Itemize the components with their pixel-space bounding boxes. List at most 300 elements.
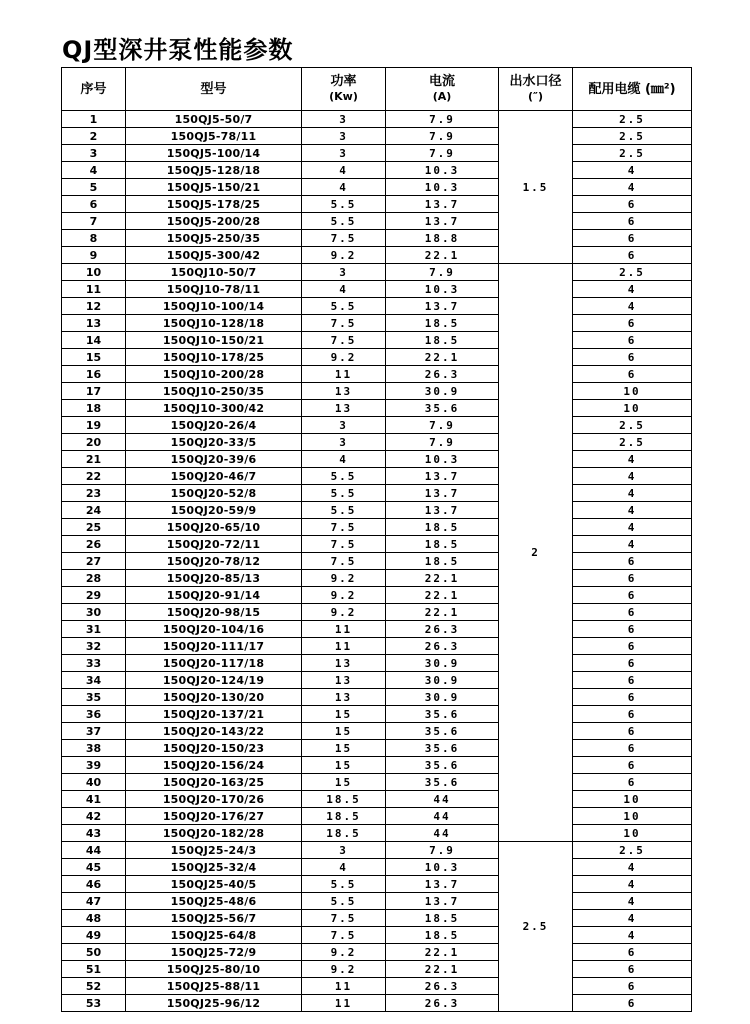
row-cable: 4 bbox=[573, 536, 692, 553]
row-cable: 4 bbox=[573, 468, 692, 485]
row-model: 150QJ20-182/28 bbox=[126, 825, 302, 842]
outlet-diameter-cell: 2 bbox=[499, 264, 573, 842]
table-row bbox=[62, 315, 692, 332]
row-index: 31 bbox=[62, 621, 126, 638]
table-row bbox=[62, 298, 692, 315]
row-current: 7.9 bbox=[386, 417, 499, 434]
row-index: 21 bbox=[62, 451, 126, 468]
row-cable: 4 bbox=[573, 162, 692, 179]
header-index: 序号 bbox=[62, 68, 126, 111]
row-power: 15 bbox=[302, 757, 386, 774]
row-model: 150QJ25-64/8 bbox=[126, 927, 302, 944]
row-current: 13.7 bbox=[386, 298, 499, 315]
row-cable: 6 bbox=[573, 740, 692, 757]
row-current: 30.9 bbox=[386, 689, 499, 706]
row-cable: 6 bbox=[573, 689, 692, 706]
row-index: 47 bbox=[62, 893, 126, 910]
row-index: 53 bbox=[62, 995, 126, 1012]
row-power: 13 bbox=[302, 400, 386, 417]
row-current: 13.7 bbox=[386, 213, 499, 230]
row-index: 20 bbox=[62, 434, 126, 451]
row-index: 48 bbox=[62, 910, 126, 927]
row-power: 9.2 bbox=[302, 587, 386, 604]
row-index: 30 bbox=[62, 604, 126, 621]
row-model: 150QJ5-100/14 bbox=[126, 145, 302, 162]
row-model: 150QJ20-176/27 bbox=[126, 808, 302, 825]
row-model: 150QJ20-46/7 bbox=[126, 468, 302, 485]
row-cable: 4 bbox=[573, 451, 692, 468]
row-current: 35.6 bbox=[386, 706, 499, 723]
row-model: 150QJ25-24/3 bbox=[126, 842, 302, 859]
row-cable: 4 bbox=[573, 910, 692, 927]
table-row bbox=[62, 111, 692, 128]
row-power: 5.5 bbox=[302, 502, 386, 519]
row-power: 9.2 bbox=[302, 570, 386, 587]
row-model: 150QJ20-91/14 bbox=[126, 587, 302, 604]
table-row bbox=[62, 281, 692, 298]
row-power: 4 bbox=[302, 162, 386, 179]
row-cable: 2.5 bbox=[573, 434, 692, 451]
row-cable: 6 bbox=[573, 723, 692, 740]
row-cable: 2.5 bbox=[573, 111, 692, 128]
row-index: 9 bbox=[62, 247, 126, 264]
row-current: 18.5 bbox=[386, 536, 499, 553]
row-cable: 6 bbox=[573, 757, 692, 774]
table-row bbox=[62, 672, 692, 689]
row-current: 7.9 bbox=[386, 145, 499, 162]
row-power: 13 bbox=[302, 689, 386, 706]
row-index: 44 bbox=[62, 842, 126, 859]
table-row bbox=[62, 332, 692, 349]
row-current: 22.1 bbox=[386, 349, 499, 366]
row-index: 11 bbox=[62, 281, 126, 298]
row-index: 51 bbox=[62, 961, 126, 978]
row-cable: 6 bbox=[573, 247, 692, 264]
row-model: 150QJ10-150/21 bbox=[126, 332, 302, 349]
row-model: 150QJ20-104/16 bbox=[126, 621, 302, 638]
row-current: 22.1 bbox=[386, 570, 499, 587]
table-row bbox=[62, 638, 692, 655]
row-cable: 6 bbox=[573, 604, 692, 621]
row-index: 39 bbox=[62, 757, 126, 774]
header-model: 型号 bbox=[126, 68, 302, 111]
row-cable: 2.5 bbox=[573, 128, 692, 145]
row-index: 1 bbox=[62, 111, 126, 128]
table-row bbox=[62, 468, 692, 485]
row-index: 16 bbox=[62, 366, 126, 383]
table-row bbox=[62, 689, 692, 706]
header-current-label: 电流 bbox=[428, 74, 455, 89]
row-index: 8 bbox=[62, 230, 126, 247]
row-current: 22.1 bbox=[386, 604, 499, 621]
table-row bbox=[62, 808, 692, 825]
row-model: 150QJ25-56/7 bbox=[126, 910, 302, 927]
row-power: 15 bbox=[302, 774, 386, 791]
row-index: 41 bbox=[62, 791, 126, 808]
row-cable: 6 bbox=[573, 587, 692, 604]
row-index: 32 bbox=[62, 638, 126, 655]
row-cable: 10 bbox=[573, 791, 692, 808]
table-row bbox=[62, 927, 692, 944]
row-index: 34 bbox=[62, 672, 126, 689]
row-index: 26 bbox=[62, 536, 126, 553]
row-index: 2 bbox=[62, 128, 126, 145]
row-current: 44 bbox=[386, 808, 499, 825]
row-current: 30.9 bbox=[386, 383, 499, 400]
row-current: 13.7 bbox=[386, 196, 499, 213]
row-index: 35 bbox=[62, 689, 126, 706]
row-cable: 6 bbox=[573, 570, 692, 587]
row-cable: 10 bbox=[573, 383, 692, 400]
row-index: 3 bbox=[62, 145, 126, 162]
row-power: 9.2 bbox=[302, 944, 386, 961]
row-cable: 10 bbox=[573, 400, 692, 417]
row-index: 19 bbox=[62, 417, 126, 434]
row-current: 35.6 bbox=[386, 757, 499, 774]
row-power: 5.5 bbox=[302, 485, 386, 502]
header-power-label: 功率 bbox=[330, 74, 357, 89]
table-row bbox=[62, 757, 692, 774]
row-model: 150QJ20-163/25 bbox=[126, 774, 302, 791]
row-cable: 6 bbox=[573, 638, 692, 655]
row-current: 13.7 bbox=[386, 468, 499, 485]
row-cable: 6 bbox=[573, 672, 692, 689]
row-index: 5 bbox=[62, 179, 126, 196]
row-current: 35.6 bbox=[386, 400, 499, 417]
row-model: 150QJ20-143/22 bbox=[126, 723, 302, 740]
row-index: 10 bbox=[62, 264, 126, 281]
row-cable: 6 bbox=[573, 944, 692, 961]
table-header-row bbox=[62, 68, 692, 111]
row-cable: 4 bbox=[573, 502, 692, 519]
row-current: 10.3 bbox=[386, 162, 499, 179]
row-index: 37 bbox=[62, 723, 126, 740]
row-current: 44 bbox=[386, 825, 499, 842]
row-cable: 6 bbox=[573, 706, 692, 723]
row-model: 150QJ25-80/10 bbox=[126, 961, 302, 978]
row-model: 150QJ25-72/9 bbox=[126, 944, 302, 961]
row-current: 18.8 bbox=[386, 230, 499, 247]
row-model: 150QJ5-128/18 bbox=[126, 162, 302, 179]
header-cable: 配用电缆 (㎜²) bbox=[573, 68, 692, 111]
table-row bbox=[62, 910, 692, 927]
row-current: 10.3 bbox=[386, 859, 499, 876]
row-current: 10.3 bbox=[386, 451, 499, 468]
row-model: 150QJ20-117/18 bbox=[126, 655, 302, 672]
table-row bbox=[62, 978, 692, 995]
row-power: 11 bbox=[302, 995, 386, 1012]
row-current: 10.3 bbox=[386, 179, 499, 196]
row-index: 24 bbox=[62, 502, 126, 519]
row-power: 4 bbox=[302, 859, 386, 876]
header-outlet-label: 出水口径 bbox=[509, 74, 562, 89]
table-row bbox=[62, 383, 692, 400]
row-current: 26.3 bbox=[386, 366, 499, 383]
table-row bbox=[62, 740, 692, 757]
row-cable: 10 bbox=[573, 825, 692, 842]
page-title: QJ型深井泵性能参数 bbox=[62, 36, 294, 64]
header-outlet-unit: (″) bbox=[528, 90, 543, 103]
row-model: 150QJ5-178/25 bbox=[126, 196, 302, 213]
table-row bbox=[62, 230, 692, 247]
row-model: 150QJ20-78/12 bbox=[126, 553, 302, 570]
row-model: 150QJ10-178/25 bbox=[126, 349, 302, 366]
row-index: 29 bbox=[62, 587, 126, 604]
table-row bbox=[62, 706, 692, 723]
row-power: 4 bbox=[302, 281, 386, 298]
row-power: 3 bbox=[302, 145, 386, 162]
row-current: 13.7 bbox=[386, 485, 499, 502]
row-cable: 6 bbox=[573, 230, 692, 247]
row-index: 13 bbox=[62, 315, 126, 332]
row-current: 18.5 bbox=[386, 927, 499, 944]
pump-spec-table bbox=[61, 67, 692, 1012]
row-model: 150QJ10-78/11 bbox=[126, 281, 302, 298]
row-current: 26.3 bbox=[386, 638, 499, 655]
row-model: 150QJ10-128/18 bbox=[126, 315, 302, 332]
table-row bbox=[62, 349, 692, 366]
table-row bbox=[62, 451, 692, 468]
table-row bbox=[62, 213, 692, 230]
row-power: 13 bbox=[302, 672, 386, 689]
row-cable: 6 bbox=[573, 655, 692, 672]
row-current: 35.6 bbox=[386, 723, 499, 740]
row-power: 3 bbox=[302, 264, 386, 281]
row-current: 7.9 bbox=[386, 842, 499, 859]
row-power: 5.5 bbox=[302, 468, 386, 485]
row-power: 7.5 bbox=[302, 230, 386, 247]
table-row bbox=[62, 876, 692, 893]
table-row bbox=[62, 961, 692, 978]
row-current: 26.3 bbox=[386, 621, 499, 638]
row-power: 7.5 bbox=[302, 519, 386, 536]
row-cable: 10 bbox=[573, 808, 692, 825]
row-index: 12 bbox=[62, 298, 126, 315]
row-power: 7.5 bbox=[302, 332, 386, 349]
row-model: 150QJ10-250/35 bbox=[126, 383, 302, 400]
row-power: 5.5 bbox=[302, 876, 386, 893]
table-row bbox=[62, 655, 692, 672]
row-power: 5.5 bbox=[302, 213, 386, 230]
row-index: 4 bbox=[62, 162, 126, 179]
row-cable: 4 bbox=[573, 859, 692, 876]
table-row bbox=[62, 179, 692, 196]
row-power: 18.5 bbox=[302, 808, 386, 825]
row-power: 18.5 bbox=[302, 791, 386, 808]
row-cable: 6 bbox=[573, 621, 692, 638]
row-power: 5.5 bbox=[302, 893, 386, 910]
row-model: 150QJ25-32/4 bbox=[126, 859, 302, 876]
row-current: 35.6 bbox=[386, 774, 499, 791]
table-row bbox=[62, 196, 692, 213]
row-current: 13.7 bbox=[386, 876, 499, 893]
row-model: 150QJ5-300/42 bbox=[126, 247, 302, 264]
outlet-diameter-cell: 1.5 bbox=[499, 111, 573, 264]
header-power-unit: (Kw) bbox=[329, 90, 358, 103]
row-model: 150QJ20-26/4 bbox=[126, 417, 302, 434]
table-row bbox=[62, 366, 692, 383]
row-cable: 6 bbox=[573, 978, 692, 995]
table-row bbox=[62, 145, 692, 162]
table-row bbox=[62, 519, 692, 536]
row-cable: 4 bbox=[573, 179, 692, 196]
row-model: 150QJ25-96/12 bbox=[126, 995, 302, 1012]
row-model: 150QJ5-200/28 bbox=[126, 213, 302, 230]
row-power: 3 bbox=[302, 111, 386, 128]
row-model: 150QJ20-137/21 bbox=[126, 706, 302, 723]
table-row bbox=[62, 570, 692, 587]
row-power: 3 bbox=[302, 128, 386, 145]
row-current: 18.5 bbox=[386, 315, 499, 332]
row-index: 23 bbox=[62, 485, 126, 502]
table-row bbox=[62, 859, 692, 876]
row-index: 40 bbox=[62, 774, 126, 791]
row-current: 22.1 bbox=[386, 587, 499, 604]
row-power: 11 bbox=[302, 366, 386, 383]
row-current: 22.1 bbox=[386, 961, 499, 978]
row-index: 49 bbox=[62, 927, 126, 944]
table-row bbox=[62, 434, 692, 451]
row-power: 5.5 bbox=[302, 196, 386, 213]
row-current: 18.5 bbox=[386, 553, 499, 570]
table-row bbox=[62, 723, 692, 740]
row-model: 150QJ10-300/42 bbox=[126, 400, 302, 417]
row-model: 150QJ5-78/11 bbox=[126, 128, 302, 145]
row-index: 14 bbox=[62, 332, 126, 349]
row-index: 25 bbox=[62, 519, 126, 536]
table-row bbox=[62, 417, 692, 434]
table-row bbox=[62, 791, 692, 808]
row-model: 150QJ20-59/9 bbox=[126, 502, 302, 519]
row-cable: 6 bbox=[573, 213, 692, 230]
row-current: 30.9 bbox=[386, 655, 499, 672]
row-cable: 6 bbox=[573, 553, 692, 570]
row-power: 11 bbox=[302, 978, 386, 995]
row-current: 18.5 bbox=[386, 519, 499, 536]
row-power: 13 bbox=[302, 383, 386, 400]
header-power bbox=[302, 68, 386, 111]
row-current: 22.1 bbox=[386, 247, 499, 264]
row-cable: 2.5 bbox=[573, 264, 692, 281]
table-row bbox=[62, 604, 692, 621]
row-model: 150QJ20-150/23 bbox=[126, 740, 302, 757]
row-index: 6 bbox=[62, 196, 126, 213]
row-power: 7.5 bbox=[302, 536, 386, 553]
row-current: 10.3 bbox=[386, 281, 499, 298]
row-model: 150QJ20-72/11 bbox=[126, 536, 302, 553]
header-current-unit: (A) bbox=[432, 90, 452, 103]
row-cable: 6 bbox=[573, 315, 692, 332]
row-model: 150QJ20-65/10 bbox=[126, 519, 302, 536]
row-current: 18.5 bbox=[386, 910, 499, 927]
row-power: 7.5 bbox=[302, 553, 386, 570]
row-current: 35.6 bbox=[386, 740, 499, 757]
row-model: 150QJ10-200/28 bbox=[126, 366, 302, 383]
row-cable: 4 bbox=[573, 876, 692, 893]
row-model: 150QJ20-39/6 bbox=[126, 451, 302, 468]
row-model: 150QJ20-98/15 bbox=[126, 604, 302, 621]
table-row bbox=[62, 502, 692, 519]
row-power: 11 bbox=[302, 638, 386, 655]
row-current: 44 bbox=[386, 791, 499, 808]
table-row bbox=[62, 400, 692, 417]
table-row bbox=[62, 944, 692, 961]
table-row bbox=[62, 485, 692, 502]
row-index: 38 bbox=[62, 740, 126, 757]
row-power: 7.5 bbox=[302, 315, 386, 332]
row-index: 36 bbox=[62, 706, 126, 723]
table-row bbox=[62, 825, 692, 842]
row-current: 13.7 bbox=[386, 502, 499, 519]
row-power: 13 bbox=[302, 655, 386, 672]
row-current: 22.1 bbox=[386, 944, 499, 961]
row-power: 7.5 bbox=[302, 927, 386, 944]
row-index: 27 bbox=[62, 553, 126, 570]
row-power: 9.2 bbox=[302, 349, 386, 366]
row-model: 150QJ20-170/26 bbox=[126, 791, 302, 808]
row-model: 150QJ20-156/24 bbox=[126, 757, 302, 774]
row-index: 15 bbox=[62, 349, 126, 366]
row-power: 15 bbox=[302, 723, 386, 740]
row-index: 46 bbox=[62, 876, 126, 893]
row-model: 150QJ20-130/20 bbox=[126, 689, 302, 706]
row-model: 150QJ25-40/5 bbox=[126, 876, 302, 893]
row-power: 3 bbox=[302, 417, 386, 434]
row-model: 150QJ5-50/7 bbox=[126, 111, 302, 128]
table-row bbox=[62, 995, 692, 1012]
row-cable: 4 bbox=[573, 893, 692, 910]
row-power: 18.5 bbox=[302, 825, 386, 842]
row-current: 26.3 bbox=[386, 978, 499, 995]
table-row bbox=[62, 247, 692, 264]
row-index: 45 bbox=[62, 859, 126, 876]
row-model: 150QJ20-85/13 bbox=[126, 570, 302, 587]
row-index: 7 bbox=[62, 213, 126, 230]
row-cable: 2.5 bbox=[573, 417, 692, 434]
table-row bbox=[62, 128, 692, 145]
row-model: 150QJ5-150/21 bbox=[126, 179, 302, 196]
row-index: 42 bbox=[62, 808, 126, 825]
row-index: 17 bbox=[62, 383, 126, 400]
row-cable: 6 bbox=[573, 196, 692, 213]
row-model: 150QJ25-88/11 bbox=[126, 978, 302, 995]
row-cable: 6 bbox=[573, 349, 692, 366]
row-current: 26.3 bbox=[386, 995, 499, 1012]
row-power: 9.2 bbox=[302, 247, 386, 264]
row-index: 18 bbox=[62, 400, 126, 417]
outlet-diameter-cell: 2.5 bbox=[499, 842, 573, 1012]
row-index: 52 bbox=[62, 978, 126, 995]
row-current: 7.9 bbox=[386, 434, 499, 451]
row-model: 150QJ10-100/14 bbox=[126, 298, 302, 315]
row-index: 28 bbox=[62, 570, 126, 587]
header-current bbox=[386, 68, 499, 111]
row-index: 33 bbox=[62, 655, 126, 672]
table-body bbox=[62, 111, 692, 1012]
row-current: 7.9 bbox=[386, 264, 499, 281]
row-cable: 4 bbox=[573, 281, 692, 298]
table-row bbox=[62, 264, 692, 281]
row-cable: 6 bbox=[573, 995, 692, 1012]
row-model: 150QJ10-50/7 bbox=[126, 264, 302, 281]
row-cable: 6 bbox=[573, 961, 692, 978]
row-model: 150QJ20-52/8 bbox=[126, 485, 302, 502]
row-power: 15 bbox=[302, 706, 386, 723]
table-row bbox=[62, 587, 692, 604]
row-cable: 6 bbox=[573, 774, 692, 791]
table-row bbox=[62, 893, 692, 910]
table-row bbox=[62, 553, 692, 570]
